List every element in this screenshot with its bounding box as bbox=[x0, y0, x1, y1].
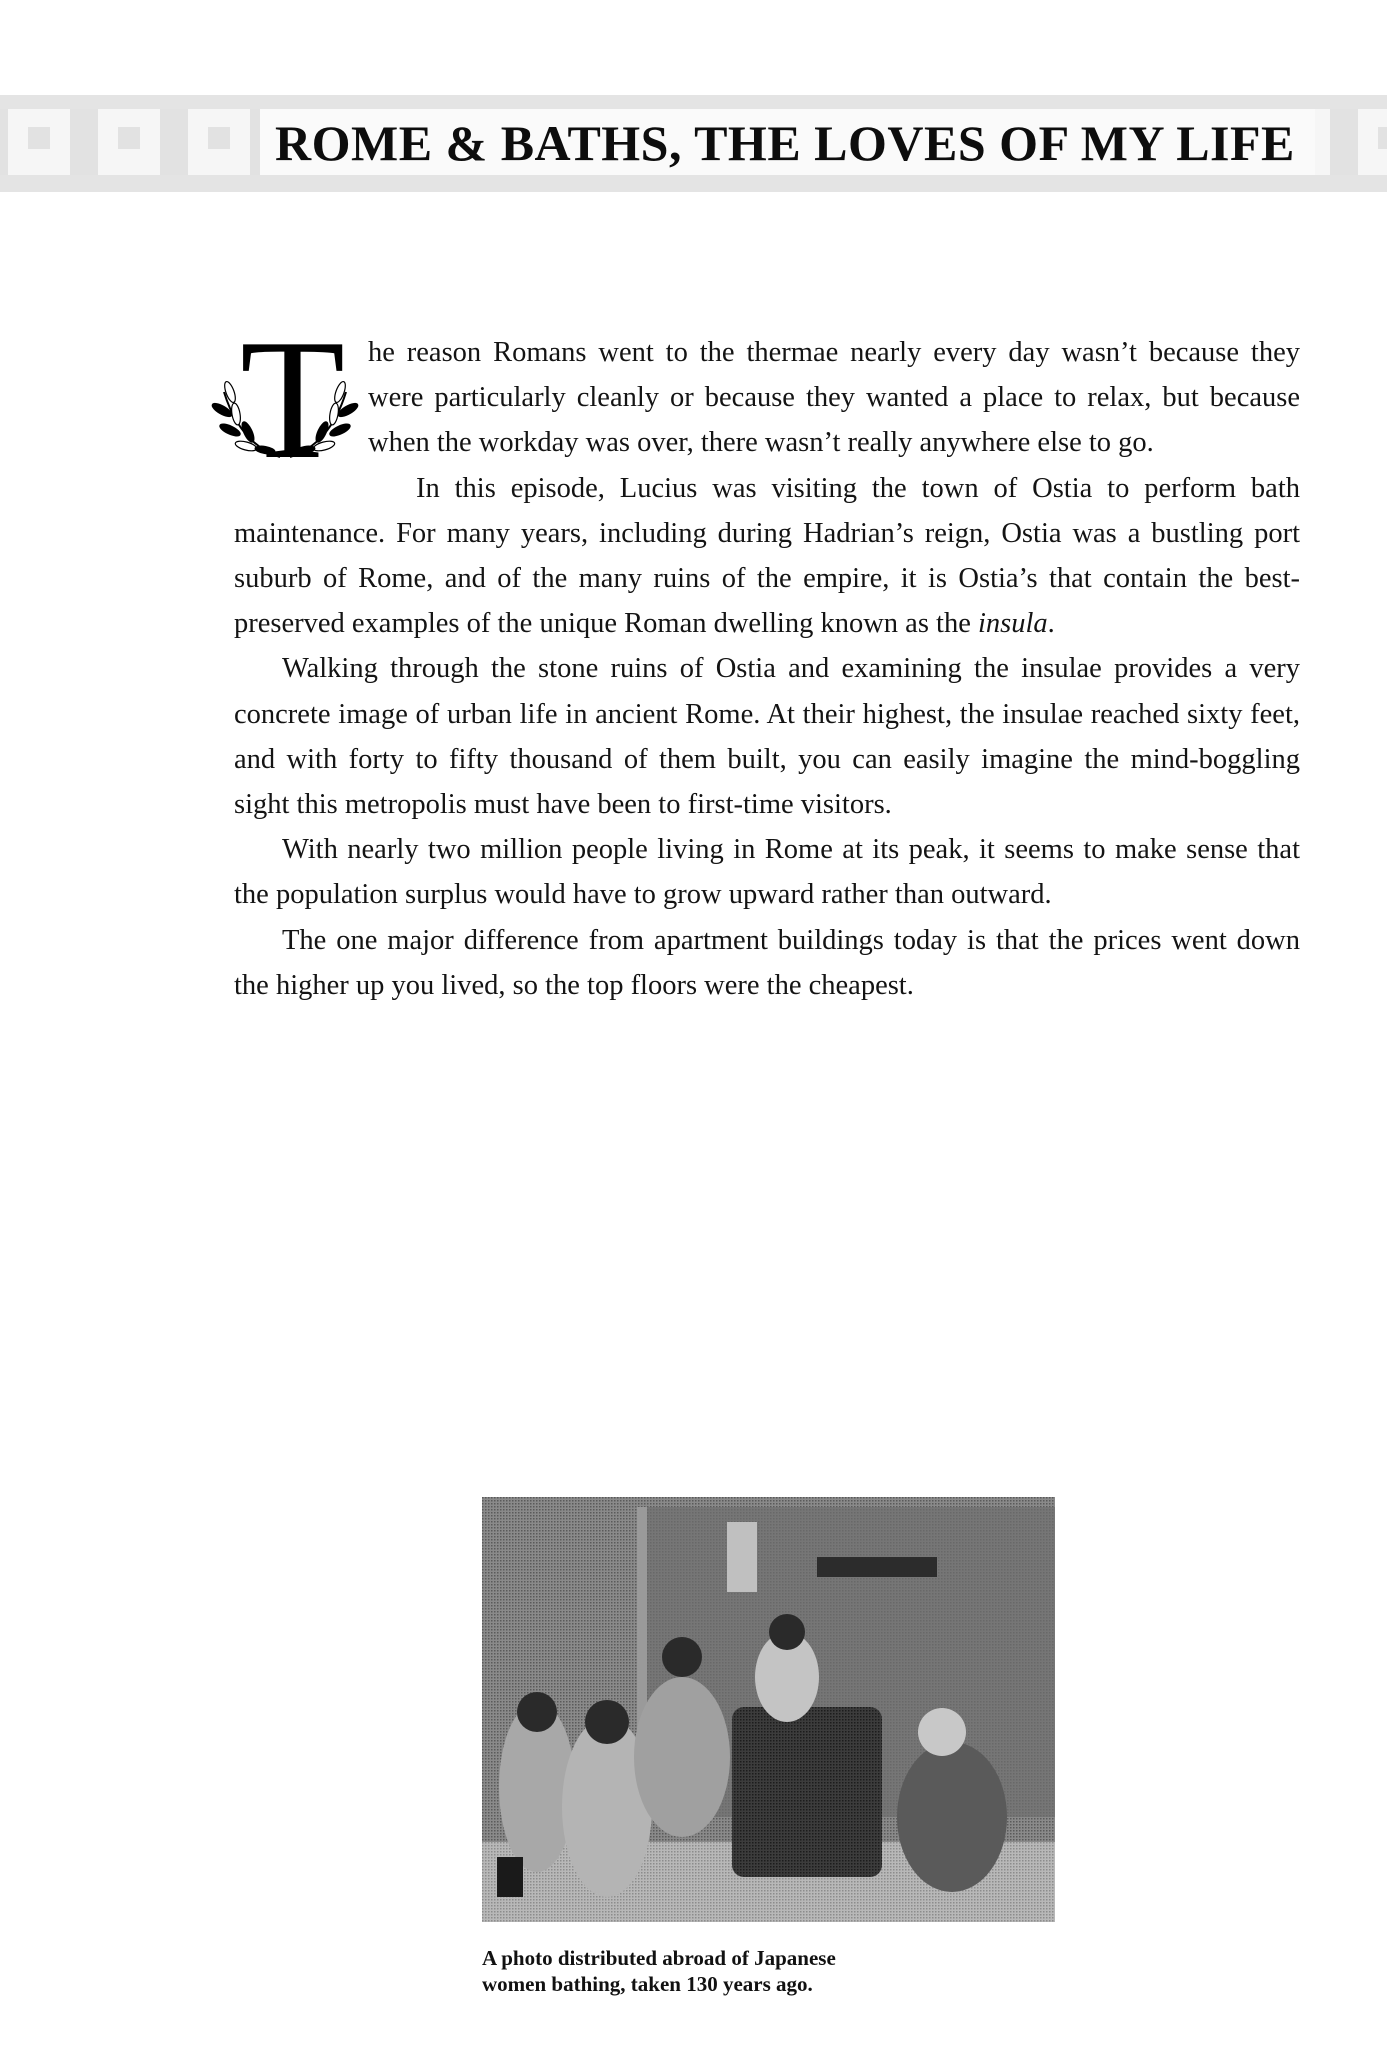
paragraph-2-text: In this episode, Lucius was visiting the town of Ostia to perform bath maintenance. For many years, including during Hadrian’s reign, Ostia was a bustling port suburb of Rome, and of the many ruins of the empire, it is Ostia’s that contain the best-preserved examples of the unique Roman dwelling known as the bbox=[234, 472, 1300, 640]
caption-line-1: A photo distributed abroad of Japanese bbox=[482, 1946, 836, 1970]
paragraph-4: With nearly two million people living in Rome at its peak, it seems to make sense that the population surplus would have to grow upward rather than outward. bbox=[234, 834, 1300, 911]
greek-key-segment bbox=[0, 109, 8, 175]
drop-cap bbox=[210, 305, 360, 495]
paragraph-1-text: he reason Romans went to the thermae nearly every day wasn’t because they were particularly cleanly or because they wanted a place to relax, but because when the workday was over, there wasn’t really anywhere else to go. bbox=[368, 337, 1300, 459]
greek-key-segment bbox=[70, 109, 98, 175]
photo-bucket bbox=[497, 1857, 523, 1897]
caption-line-2: women bathing, taken 130 years ago. bbox=[482, 1972, 813, 1996]
article-body bbox=[234, 305, 1300, 1008]
photo-figure-1-head bbox=[517, 1692, 557, 1732]
photo-caption bbox=[482, 1945, 982, 1997]
photo-figure-3-head bbox=[662, 1637, 702, 1677]
paragraph-3: Walking through the stone ruins of Ostia and examining the insulae provides a very concrete image of urban life in ancient Rome. At their highest, the insulae reached sixty feet, and with forty to fifty thousand of them built, you can easily imagine the mind-boggling sight this metropolis must have been to first-time visitors. bbox=[234, 653, 1300, 821]
paragraph-5: The one major difference from apartment buildings today is that the prices went down the higher up you lived, so the top floors were the cheapest. bbox=[234, 924, 1300, 1001]
greek-key-notch bbox=[1378, 127, 1387, 149]
drop-cap-letter: T bbox=[240, 305, 346, 495]
photo-image bbox=[482, 1497, 1055, 1922]
photo-figure-5-head bbox=[918, 1708, 966, 1756]
paragraph-1 bbox=[234, 305, 1300, 495]
page-title: ROME & BATHS, THE LOVES OF MY LIFE bbox=[275, 115, 1295, 171]
photo-figure-2-head bbox=[585, 1700, 629, 1744]
greek-key-segment bbox=[160, 109, 188, 175]
photo-shelf bbox=[817, 1557, 937, 1577]
greek-key-segment bbox=[1330, 109, 1358, 175]
italic-term: insula bbox=[977, 608, 1048, 640]
photo-sign bbox=[727, 1522, 757, 1592]
greek-key-notch bbox=[208, 127, 230, 149]
greek-key-notch bbox=[118, 127, 140, 149]
photo-figure-4-head bbox=[769, 1614, 805, 1650]
photo-figure-5 bbox=[897, 1742, 1007, 1892]
paragraph-2 bbox=[234, 466, 1300, 647]
bathing-photo bbox=[482, 1497, 1055, 1922]
greek-key-notch bbox=[28, 127, 50, 149]
paragraph-2-end: . bbox=[1047, 608, 1055, 640]
photo-figure-3 bbox=[634, 1677, 730, 1837]
photo-tub bbox=[732, 1707, 882, 1877]
